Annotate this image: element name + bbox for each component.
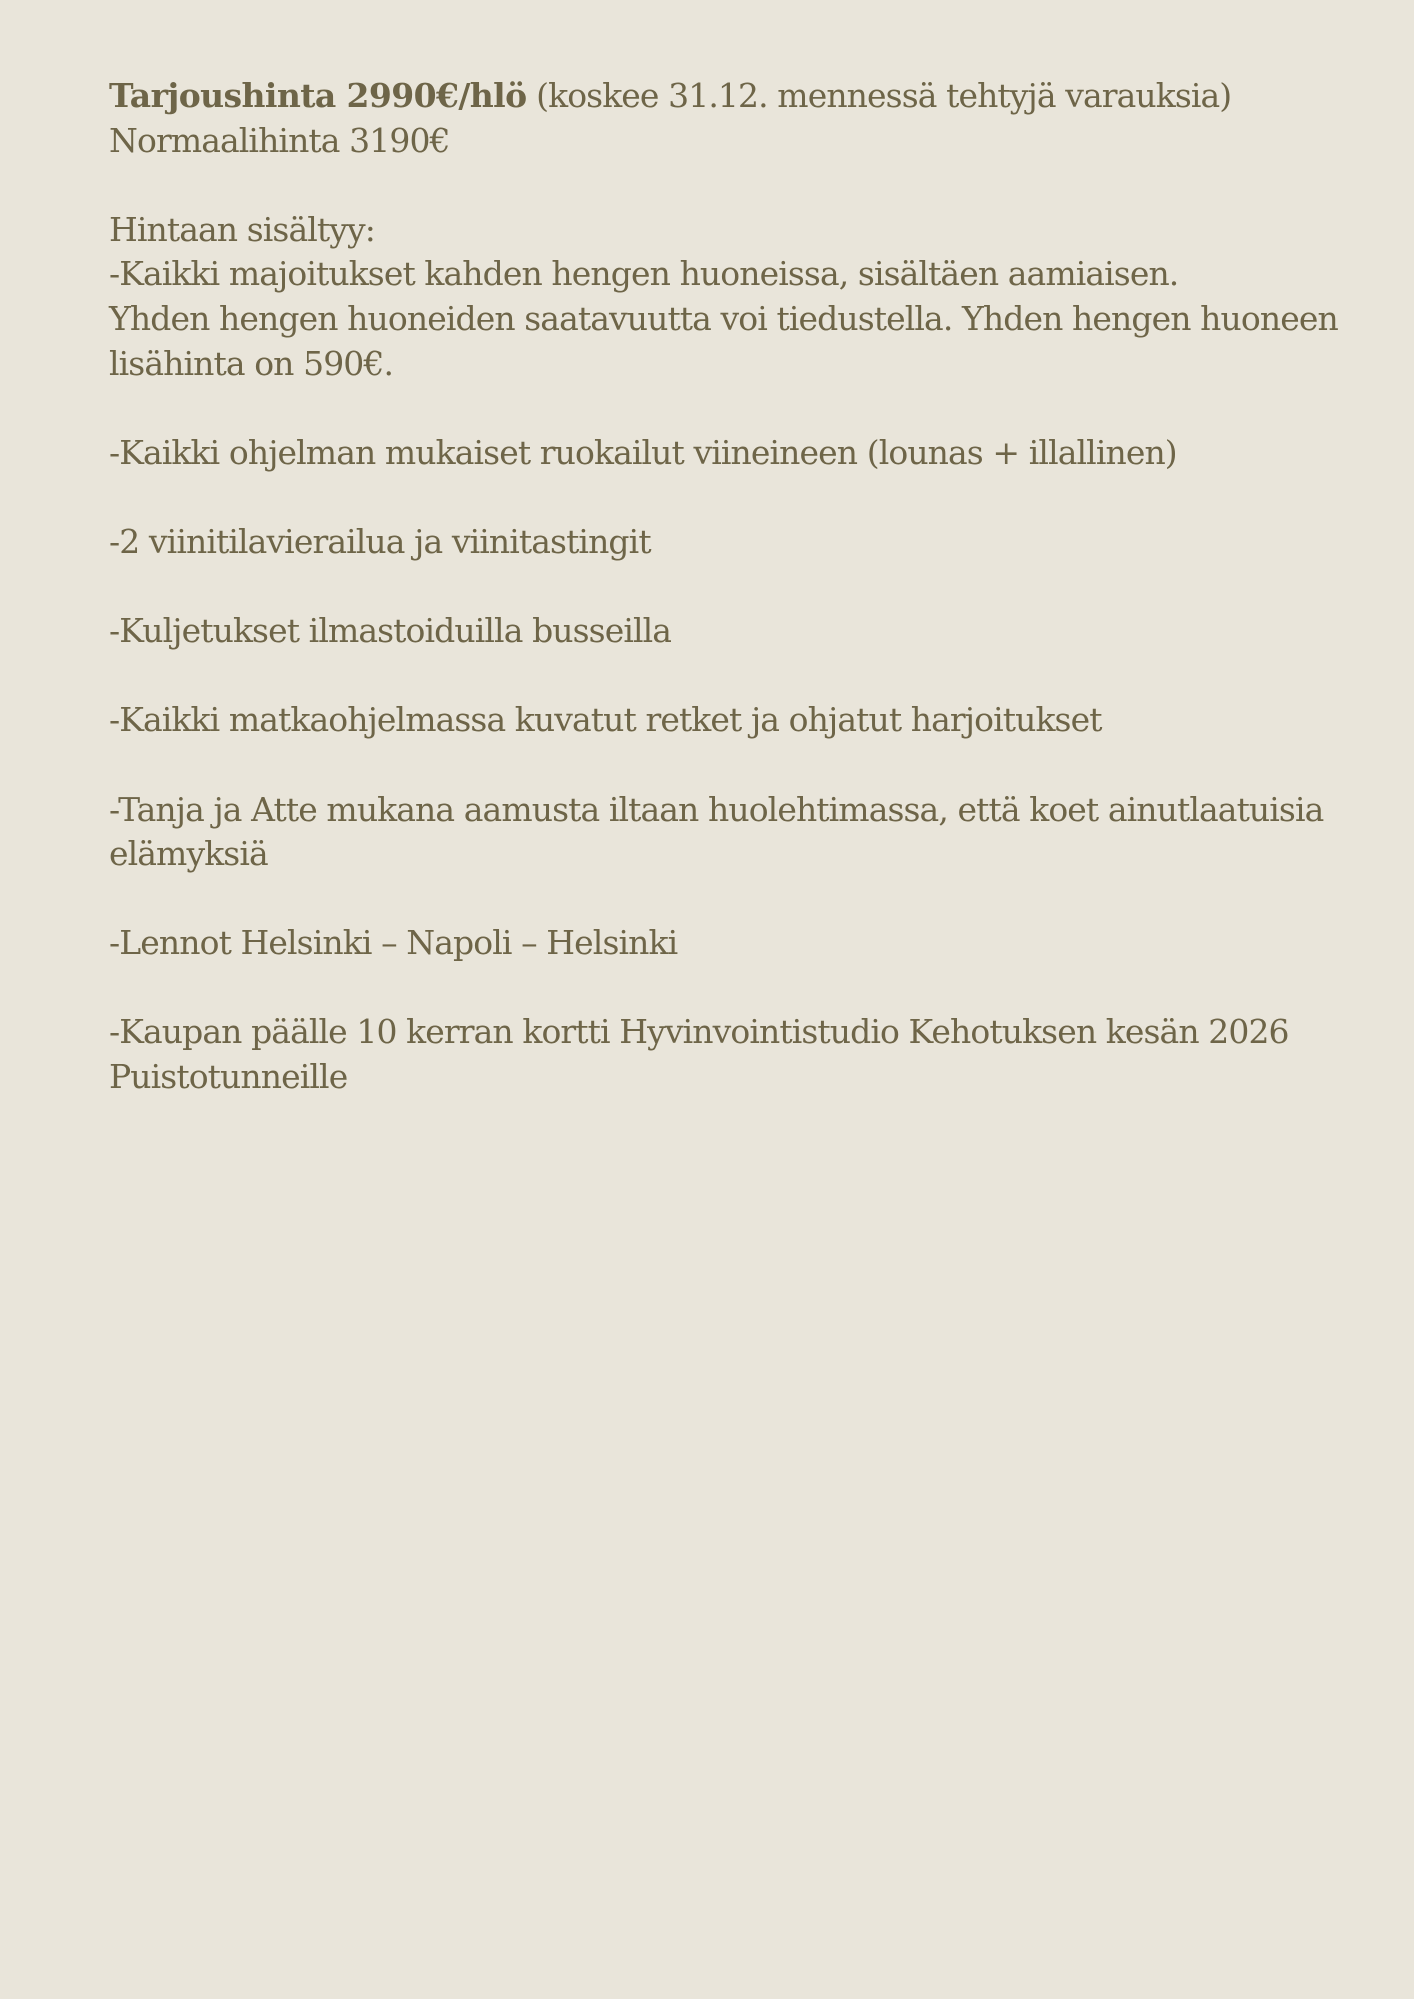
includes-meals: -Kaikki ohjelman mukaiset ruokailut viineineen (lounas + illallinen): [109, 432, 1177, 472]
offer-price: Tarjoushinta 2990€/hlö: [109, 76, 527, 115]
spacer: [109, 654, 1369, 699]
spacer: [109, 565, 1369, 610]
spacer: [109, 475, 1369, 520]
spacer: [109, 877, 1369, 922]
spacer: [109, 966, 1369, 1011]
includes-hosts: -Tanja ja Atte mukana aamusta iltaan huolehtimassa, että koet ainutlaatuisia: [109, 789, 1324, 829]
includes-transport: -Kuljetukset ilmastoiduilla busseilla: [109, 611, 672, 651]
includes-accommodation-price: lisähinta on 590€.: [109, 343, 394, 383]
spacer: [109, 163, 1369, 208]
includes-bonus-cont: Puistotunneille: [109, 1057, 348, 1097]
spacer: [109, 386, 1369, 431]
includes-hosts-cont: elämyksiä: [109, 834, 268, 874]
includes-excursions: -Kaikki matkaohjelmassa kuvatut retket ja ohjatut harjoitukset: [109, 700, 1102, 740]
price-info-page: [109, 74, 1369, 1100]
offer-note: (koskee 31.12. mennessä tehtyjä varauksia): [536, 76, 1232, 115]
includes-accommodation-single: Yhden hengen huoneiden saatavuutta voi tiedustella. Yhden hengen huoneen: [109, 298, 1338, 338]
includes-flights: -Lennot Helsinki – Napoli – Helsinki: [109, 923, 678, 963]
includes-accommodation: -Kaikki majoitukset kahden hengen huoneissa, sisältäen aamiaisen.: [109, 254, 1179, 294]
offer-price-line: [109, 74, 1369, 119]
includes-bonus: -Kaupan päälle 10 kerran kortti Hyvinvointistudio Kehotuksen kesän 2026: [109, 1012, 1289, 1052]
includes-heading: Hintaan sisältyy:: [109, 209, 375, 249]
includes-wineries: -2 viinitilavierailua ja viinitastingit: [109, 521, 651, 561]
normal-price: Normaalihinta 3190€: [109, 120, 450, 160]
spacer: [109, 743, 1369, 788]
